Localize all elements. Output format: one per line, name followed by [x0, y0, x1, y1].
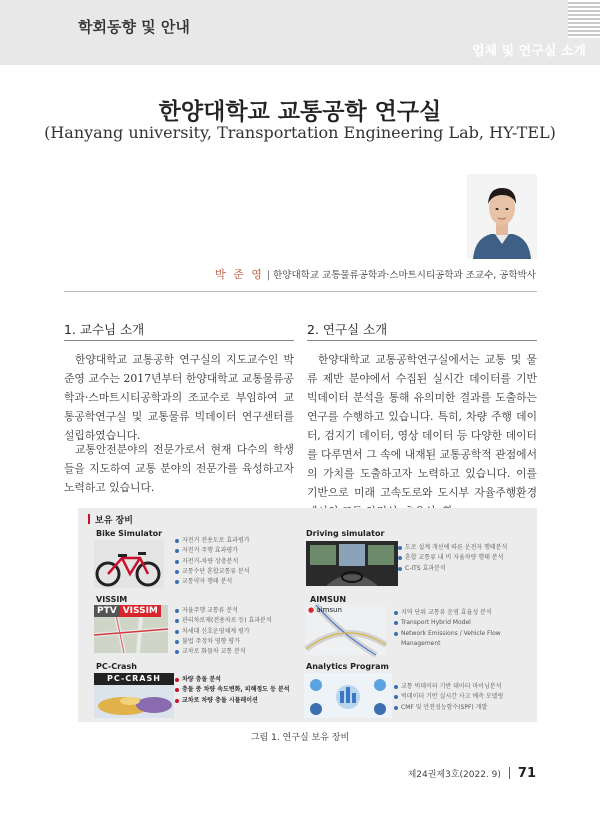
page-footer [408, 766, 536, 781]
list-item: 교통약자 행태 분석 [175, 577, 250, 587]
author-name: 박 준 영 [215, 268, 264, 281]
list-item: 자전거 전용도로 효과평가 [175, 536, 250, 546]
list-item: 지역 단위 교통류 운영 효율성 분석 [394, 608, 524, 618]
analytics-program-image [304, 673, 392, 718]
section-underline [64, 340, 294, 341]
equipment-name: Driving simulator [306, 529, 385, 538]
aimsun-logo-icon: ● [308, 606, 315, 614]
list-item: 차세대 신호운영체계 평가 [175, 627, 272, 637]
driving-simulator-image [306, 541, 398, 586]
list-item: C-ITS 효과분석 [398, 564, 507, 574]
equipment-figure [78, 508, 537, 722]
issue-info: 제24권제3호(2022. 9) [407, 770, 501, 780]
section-heading-lab: 2. 연구실 소개 [307, 322, 388, 337]
aimsun-image [306, 605, 386, 655]
equipment-name: AIMSUN [310, 595, 347, 604]
figure-caption: 그림 1. 연구실 보유 장비 [250, 733, 350, 743]
header-bar [0, 0, 600, 65]
article-title: 한양대학교 교통공학 연구실 [158, 98, 442, 125]
section-underline [307, 340, 537, 341]
list-item: 충돌 중 차량 속도변화, 피해정도 등 분석 [175, 685, 290, 695]
list-item: 차량 충돌 분석 [175, 675, 290, 685]
list-item: 교통수단 혼합교통류 분석 [175, 567, 250, 577]
list-item: 빅데이터 기반 실시간 사고 예측 모델링 [394, 692, 503, 702]
equipment-name: PC-Crash [96, 662, 137, 671]
footer-divider [509, 767, 510, 779]
divider [64, 291, 537, 292]
vissim-logo [94, 605, 168, 620]
vissim-feature-list [175, 606, 272, 657]
aimsun-logo [308, 606, 342, 614]
list-item: 자전거-차량 상충분석 [175, 557, 250, 567]
list-item: 혼합 교통류 내 비 자율차량 행태 분석 [398, 553, 507, 563]
equipment-name: Analytics Program [306, 662, 389, 671]
vissim-logo-right: VISSIM [120, 605, 161, 617]
author-affiliation: 한양대학교 교통물류공학과·스마트시티공학과 조교수, 공학박사 [273, 270, 536, 281]
section-label: 학회동향 및 안내 [78, 18, 190, 36]
vissim-logo-left: PTV [94, 605, 120, 617]
article-subtitle: (Hanyang university, Transportation Engineering Lab, HY-TEL) [44, 123, 556, 142]
author-line [215, 266, 536, 282]
pc-crash-logo: PC-CRASH [94, 673, 174, 685]
aimsun-feature-list [394, 608, 524, 649]
list-item: 자율주행 교통류 분석 [175, 606, 272, 616]
aimsun-logo-text: aimsun [316, 606, 342, 614]
list-item: 자전거 주행 효과평가 [175, 546, 250, 556]
list-item: 교차로 화물차 교통 분석 [175, 647, 272, 657]
author-photo [467, 174, 537, 259]
list-item: CMF 및 안전성능함수(SPF) 개발 [394, 703, 503, 713]
list-item: Network Emissions / Vehicle Flow Management [394, 629, 524, 650]
header-stripes [568, 0, 600, 38]
section-heading-professor: 1. 교수님 소개 [64, 322, 145, 337]
page-number: 71 [517, 766, 536, 781]
equipment-title: 보유 장비 [88, 513, 133, 526]
list-item: Transport Hybrid Model [394, 618, 524, 628]
pc-crash-feature-list [175, 675, 290, 706]
list-item: 관리차로제(전용차로 등) 효과분석 [175, 616, 272, 626]
list-item: 불법 주정차 영향 평가 [175, 637, 272, 647]
paragraph: 교통안전분야의 전문가로서 현재 다수의 학생들을 지도하여 교통 분야의 전문가를 육성하고자 노력하고 있습니다. [64, 443, 294, 494]
vissim-image [94, 605, 168, 653]
paragraph: 한양대학교 교통공학 연구실의 지도교수인 박준영 교수는 2017년부터 한양대학교 교통물류공학과·스마트시티공학과의 조교수로 부임하여 교통공학연구실 및 교통물류 빅데이터 연구센터를 설립하였습니다. [64, 353, 294, 442]
analytics-feature-list [394, 682, 503, 713]
bike-feature-list [175, 536, 250, 587]
pc-crash-image [94, 673, 174, 718]
bike-simulator-image [94, 540, 164, 588]
list-item: 교차로 차량 충돌 시뮬레이션 [175, 696, 290, 706]
driving-feature-list [398, 543, 507, 574]
equipment-name: VISSIM [96, 595, 128, 604]
subsection-label: 업체 및 연구실 소개 [471, 44, 586, 59]
paragraph: 한양대학교 교통공학연구실에서는 교통 및 물류 제반 분야에서 수집된 실시간 데이터를 기반 빅데이터 분석을 통해 유의미한 결과를 도출하는 연구를 수행하고 있습니다. 특히, 차량 주행 데이터, 검지기 데이터, 영상 데이터 등 다양한 데이터를 다루면서 그 속에 내재된 교통공학적 관점에서의 가치를 도출하고자 노력하고 있습니다. 이를 기반으로 미래 고속도로와 도시부 자율주행환경 [307, 353, 537, 499]
list-item: 교통 빅데이터 기반 데이터 마이닝분석 [394, 682, 503, 692]
equipment-name: Bike Simulator [96, 529, 163, 538]
list-item: 도로 설계 개선에 따른 운전자 행태분석 [398, 543, 507, 553]
author-separator: | [266, 270, 271, 281]
